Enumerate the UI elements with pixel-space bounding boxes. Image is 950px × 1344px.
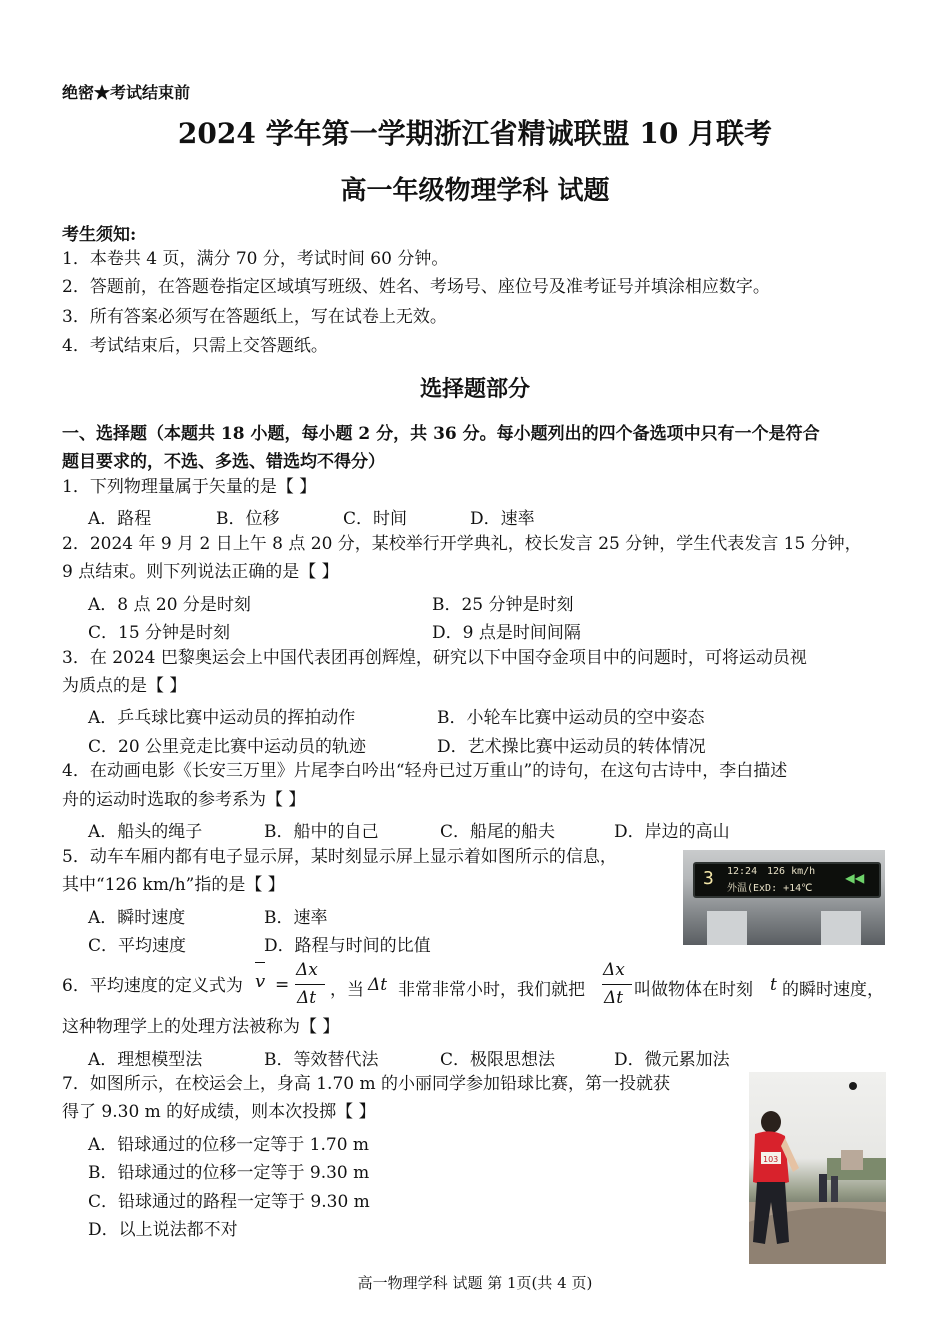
q1-option-a: A．路程 <box>88 509 152 529</box>
q4-option-b: B．船中的自己 <box>264 822 379 842</box>
q7-option-d: D．以上说法都不对 <box>88 1220 238 1240</box>
q6-stem-line2: 这种物理学上的处理方法被称为【 】 <box>62 1017 340 1037</box>
q6-equals: = <box>275 975 290 995</box>
notice-item: 1．本卷共 4 页，满分 70 分，考试时间 60 分钟。 <box>62 249 449 269</box>
q6-option-a: A．理想模型法 <box>88 1050 203 1070</box>
spectator <box>831 1176 838 1202</box>
train-door <box>821 911 861 945</box>
q1-stem: 1．下列物理量属于矢量的是【 】 <box>62 477 317 497</box>
q6-frac1-numerator: Δx <box>296 960 318 980</box>
q6-delta-t: Δt <box>368 975 388 995</box>
athlete-head <box>761 1111 781 1133</box>
train-door <box>707 911 747 945</box>
q3-stem-line2: 为质点的是【 】 <box>62 676 187 696</box>
q6-stem-prefix: 6．平均速度的定义式为 <box>62 976 243 996</box>
q4-option-a: A．船头的绳子 <box>88 822 203 842</box>
q6-t: t <box>770 975 777 995</box>
q6-v-bar: v <box>255 971 266 992</box>
notice-heading: 考生须知: <box>62 225 137 245</box>
notice-item: 3．所有答案必须写在答题纸上，写在试卷上无效。 <box>62 307 447 327</box>
confidential-label: 绝密★考试结束前 <box>62 83 191 102</box>
q1-option-d: D．速率 <box>470 509 535 529</box>
q6-option-c: C．极限思想法 <box>440 1050 556 1070</box>
q1-option-b: B．位移 <box>216 509 280 529</box>
train-display-photo <box>683 850 885 945</box>
display-time: 12:24 <box>727 866 758 877</box>
q5-option-d: D．路程与时间的比值 <box>264 936 431 956</box>
shot-ball <box>849 1082 857 1090</box>
throwing-circle <box>749 1208 886 1264</box>
q6-frac2-numerator: Δx <box>603 960 625 980</box>
spectator <box>819 1174 827 1204</box>
q5-stem-line2: 其中“126 km/h”指的是【 】 <box>62 875 285 895</box>
q4-stem-line1: 4．在动画电影《长安三万里》片尾李白吟出“轻舟已过万重山”的诗句，在这句古诗中，李白描述 <box>62 761 788 781</box>
notice-item: 4．考试结束后，只需上交答题纸。 <box>62 336 328 356</box>
q3-stem-line1: 3．在 2024 巴黎奥运会上中国代表团再创辉煌，研究以下中国夺金项目中的问题时，可将运动员视 <box>62 648 807 668</box>
q6-stem-b: ，当 <box>330 980 364 1000</box>
q5-option-c: C．平均速度 <box>88 936 187 956</box>
shot-put-scene <box>749 1072 886 1264</box>
q6-option-b: B．等效替代法 <box>264 1050 379 1070</box>
q7-option-b: B．铅球通过的位移一定等于 9.30 m <box>88 1163 370 1183</box>
q3-option-b: B．小轮车比赛中运动员的空中姿态 <box>437 708 705 728</box>
part-heading-line1: 一、选择题（本题共 18 小题，每小题 2 分，共 36 分。每小题列出的四个备选项中只有一个是符合 <box>62 424 820 444</box>
exam-title: 2024 学年第一学期浙江省精诚联盟 10 月联考 <box>177 117 773 150</box>
q5-option-a: A．瞬时速度 <box>88 908 186 928</box>
q2-stem-line1: 2．2024 年 9 月 2 日上午 8 点 20 分，某校举行开学典礼，校长发言 25 分钟，学生代表发言 15 分钟， <box>62 534 862 554</box>
q2-option-d: D．9 点是时间间隔 <box>432 623 581 643</box>
notice-item: 2．答题前，在答题卷指定区域填写班级、姓名、考场号、座位号及准考证号并填涂相应数字。 <box>62 277 770 297</box>
display-temperature: 外温(ExD: +14℃ <box>727 883 813 894</box>
q4-stem-line2: 舟的运动时选取的参考系为【 】 <box>62 790 306 810</box>
q5-option-b: B．速率 <box>264 908 328 928</box>
display-car-number: 3 <box>703 868 714 889</box>
fraction-bar <box>602 984 632 985</box>
q4-option-d: D．岸边的高山 <box>614 822 730 842</box>
q2-option-b: B．25 分钟是时刻 <box>432 595 574 615</box>
q6-stem-c: 非常非常小时，我们就把 <box>398 980 585 1000</box>
q7-option-a: A．铅球通过的位移一定等于 1.70 m <box>88 1135 370 1155</box>
overline <box>255 962 265 964</box>
q1-option-c: C．时间 <box>343 509 408 529</box>
q7-option-c: C．铅球通过的路程一定等于 9.30 m <box>88 1192 370 1212</box>
part-heading-line2: 题目要求的，不选、多选、错选均不得分） <box>62 452 385 472</box>
q3-option-c: C．20 公里竞走比赛中运动员的轨迹 <box>88 737 367 757</box>
q2-stem-line2: 9 点结束。则下列说法正确的是【 】 <box>62 562 339 582</box>
display-speed: 126 km/h <box>767 866 816 877</box>
fraction-bar <box>295 984 325 985</box>
page-footer: 高一物理学科 试题 第 1页(共 4 页) <box>357 1274 593 1292</box>
section-title: 选择题部分 <box>419 376 530 402</box>
q3-option-d: D．艺术操比赛中运动员的转体情况 <box>437 737 706 757</box>
q6-frac1-denominator: Δt <box>297 988 317 1008</box>
display-arrows-icon: ◀◀ <box>845 868 865 887</box>
bib-number: 103 <box>763 1155 779 1164</box>
train-display-screen <box>693 862 881 898</box>
q6-stem-e: 的瞬时速度， <box>782 980 884 1000</box>
q3-option-a: A．乒乓球比赛中运动员的挥拍动作 <box>88 708 356 728</box>
background-building <box>841 1150 863 1170</box>
q7-stem-line2: 得了 9.30 m 的好成绩，则本次投掷【 】 <box>62 1102 376 1122</box>
q6-option-d: D．微元累加法 <box>614 1050 730 1070</box>
q6-frac2-denominator: Δt <box>604 988 624 1008</box>
q5-stem-line1: 5．动车车厢内都有电子显示屏，某时刻显示屏上显示着如图所示的信息， <box>62 847 617 867</box>
exam-subtitle: 高一年级物理学科 试题 <box>340 176 610 206</box>
q4-option-c: C．船尾的船夫 <box>440 822 556 842</box>
q7-stem-line1: 7．如图所示，在校运会上，身高 1.70 m 的小丽同学参加铅球比赛，第一投就获 <box>62 1074 670 1094</box>
q6-stem-d: 叫做物体在时刻 <box>634 980 753 1000</box>
shot-put-photo <box>749 1072 886 1264</box>
q2-option-a: A．8 点 20 分是时刻 <box>88 595 251 615</box>
q2-option-c: C．15 分钟是时刻 <box>88 623 231 643</box>
